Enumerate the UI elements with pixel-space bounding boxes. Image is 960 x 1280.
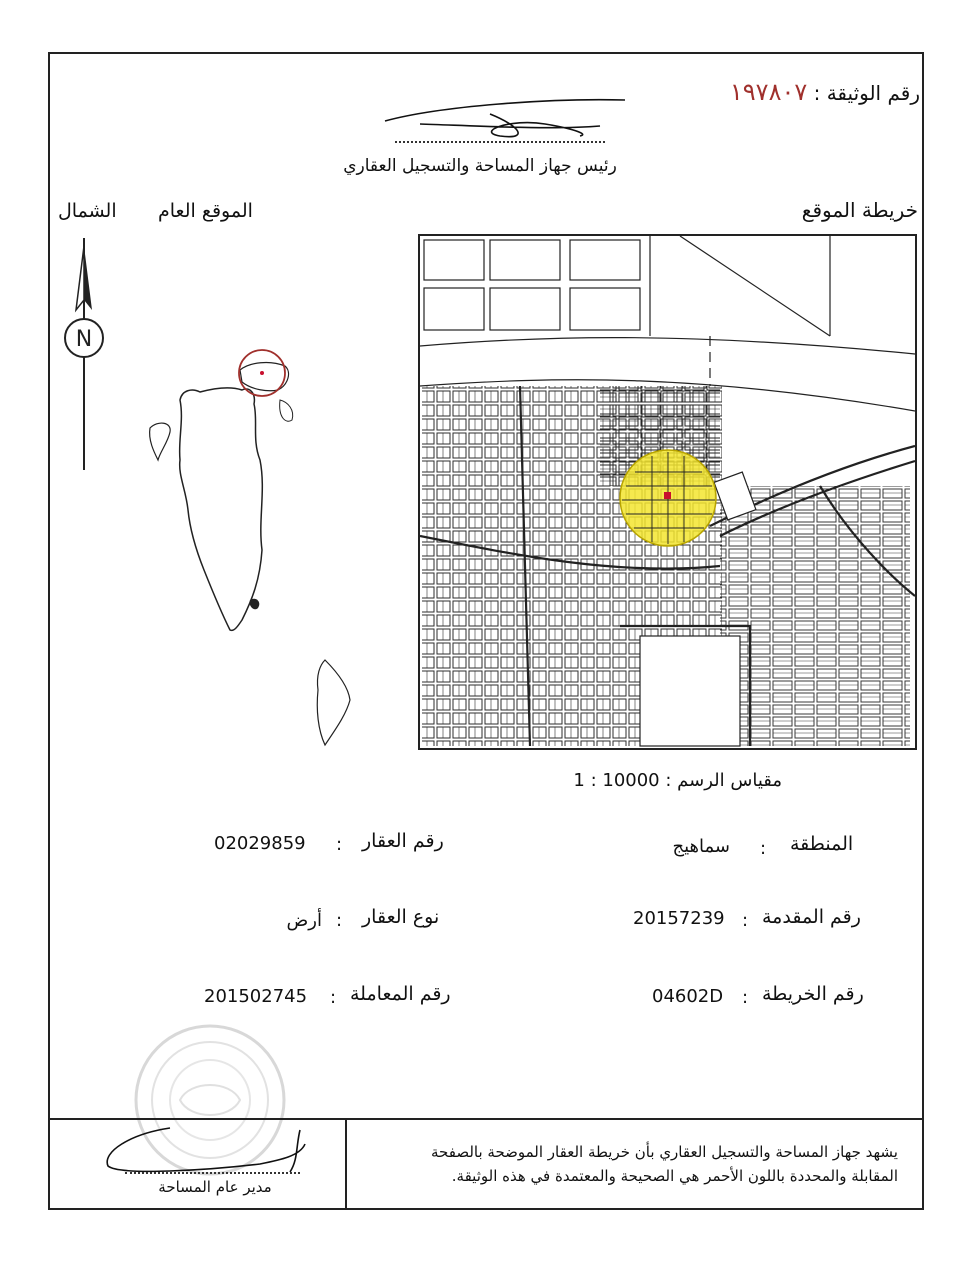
authority-title: رئيس جهاز المساحة والتسجيل العقاري — [343, 156, 617, 176]
certification-line-2: المقابلة والمحددة باللون الأحمر هي الصحيحة والمعتمدة في هذه الوثيقة. — [451, 1167, 898, 1185]
property-type-value: أرض — [286, 910, 322, 931]
north-letter: N — [75, 327, 93, 352]
scale-label: مقياس الرسم : — [665, 770, 782, 791]
authority-signature — [380, 96, 630, 144]
director-dotted-line — [125, 1172, 300, 1174]
transaction-no-value: 201502745 — [204, 986, 308, 1007]
property-marker — [664, 492, 671, 499]
director-title: مدير عام المساحة — [158, 1178, 272, 1196]
north-arrow-icon — [58, 238, 110, 474]
site-map-label: خريطة الموقع — [801, 198, 918, 222]
area-colon: : — [760, 838, 767, 859]
transaction-no-colon: : — [330, 987, 337, 1008]
footer-vertical-divider — [345, 1118, 347, 1210]
director-signature — [100, 1120, 320, 1180]
site-map — [418, 234, 917, 750]
general-location-label: الموقع العام — [158, 200, 253, 222]
certification-line-1: يشهد جهاز المساحة والتسجيل العقاري بأن خريطة العقار الموضحة بالصفحة — [431, 1143, 898, 1161]
property-no-label: رقم العقار — [362, 830, 444, 852]
certification-text — [398, 1140, 898, 1188]
property-no-colon: : — [336, 834, 343, 855]
general-location-map — [120, 290, 360, 760]
application-no-label: رقم المقدمة — [762, 906, 861, 928]
property-type-label: نوع العقار — [362, 906, 440, 928]
area-value: سماهيج — [672, 836, 730, 857]
property-no-value: 02029859 — [214, 833, 306, 854]
scale-value: 1 : 10000 — [573, 770, 660, 791]
map-no-colon: : — [742, 987, 749, 1008]
site-map-drawing — [420, 236, 915, 748]
application-no-value: 20157239 — [633, 908, 725, 929]
property-type-colon: : — [336, 910, 343, 931]
map-no-value: 04602D — [652, 986, 724, 1007]
transaction-no-label: رقم المعاملة — [350, 983, 451, 1005]
document-number-value: ١٩٧٨٠٧ — [729, 78, 808, 106]
map-scale — [560, 770, 782, 791]
application-no-colon: : — [742, 910, 749, 931]
north-label: الشمال — [58, 200, 117, 222]
signature-dotted-line — [395, 141, 605, 143]
area-label: المنطقة — [790, 833, 854, 855]
document-number-label: رقم الوثيقة : — [813, 81, 920, 105]
map-no-label: رقم الخريطة — [762, 983, 864, 1005]
